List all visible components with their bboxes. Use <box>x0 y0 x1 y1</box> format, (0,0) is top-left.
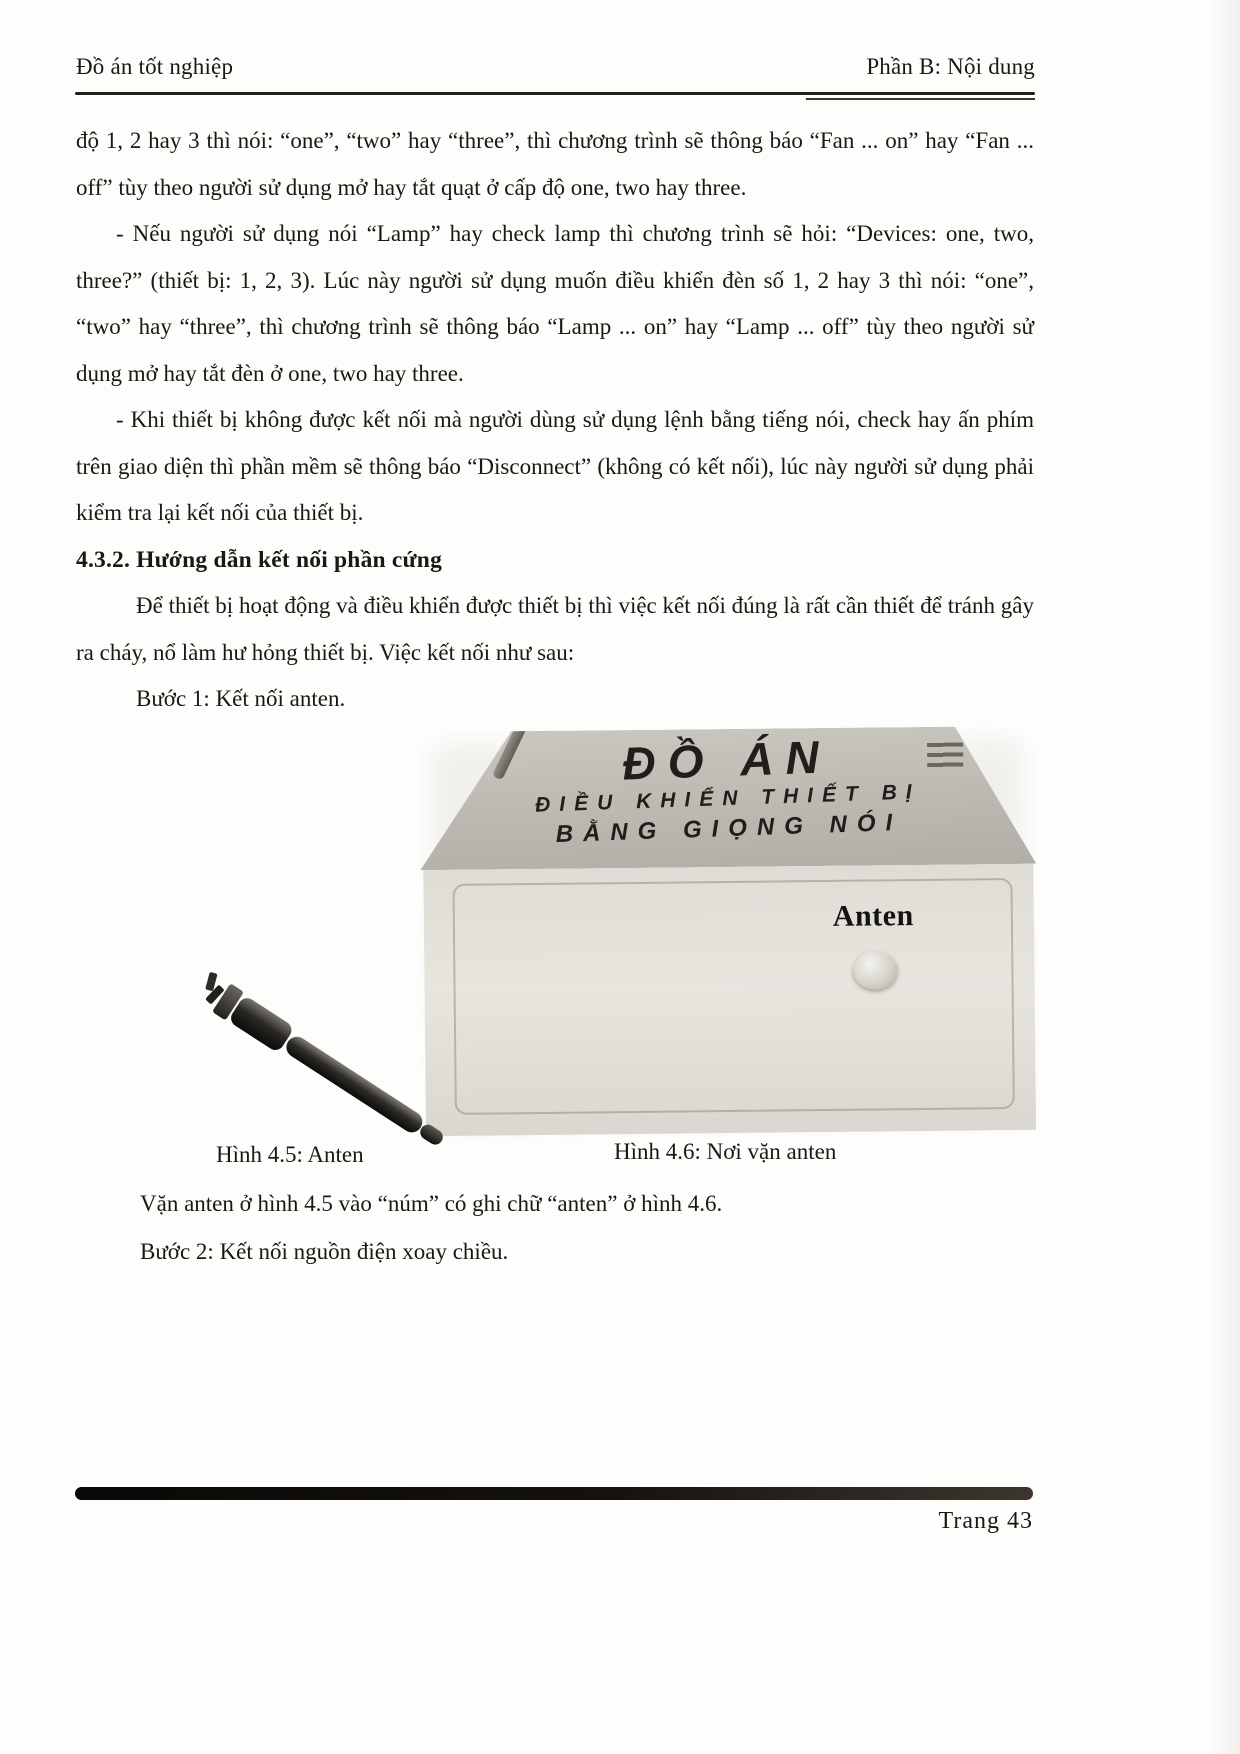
header-rule <box>75 92 1035 95</box>
antenna <box>193 971 451 1155</box>
paragraph-disconnect: - Khi thiết bị không được kết nối mà người dùng sử dụng lệnh bằng tiếng nói, check hay ấn phím trên giao diện thì phần mềm sẽ thông báo “Disconnect” (không có kết nối), lúc này người sử dụng phải kiểm tra lại kết nối của thiết bị. <box>76 407 1034 525</box>
header-right-title: Phần B: Nội dung <box>866 54 1035 79</box>
paragraph-fan: độ 1, 2 hay 3 thì nói: “one”, “two” hay “three”, thì chương trình sẽ thông báo “Fan ... on” hay “Fan ... off” tùy theo người sử dụng mở hay tắt quạt ở cấp độ one, two hay three. <box>76 128 1034 200</box>
device-face-outline <box>452 878 1014 1115</box>
caption-figure-4-5: Hình 4.5: Anten <box>216 1142 364 1167</box>
anten-label: Anten <box>832 899 914 933</box>
figure-4-6-device-photo <box>419 726 1039 1139</box>
paragraph-attach: Vặn anten ở hình 4.5 vào “núm” có ghi chữ “anten” ở hình 4.6. <box>140 1191 723 1216</box>
page-number: Trang 43 <box>938 1508 1033 1534</box>
paragraph-setup: Để thiết bị hoạt động và điều khiển được thiết bị thì việc kết nối đúng là rất cần thiết để tránh gây ra cháy, nổ làm hư hỏng thiết bị. Việc kết nối như sau: <box>76 593 1034 665</box>
step-1-line: Bước 1: Kết nối anten. <box>136 686 346 711</box>
device-title-line1: ĐỒ ÁN <box>621 730 832 790</box>
device-title-line3: BẰNG GIỌNG NÓI <box>555 808 903 849</box>
caption-figure-4-6: Hình 4.6: Nơi vặn anten <box>614 1139 837 1164</box>
footer-bar <box>75 1487 1033 1500</box>
body-text <box>76 118 1034 723</box>
section-heading: 4.3.2. Hướng dẫn kết nối phần cứng <box>76 546 443 573</box>
device-title-line2: ĐIỀU KHIỂN THIẾT BỊ <box>534 780 922 817</box>
header-rule-secondary <box>806 98 1035 100</box>
post-figure-text <box>140 1180 1020 1276</box>
antenna-body <box>228 994 295 1053</box>
header-left-title: Đồ án tốt nghiệp <box>76 54 234 79</box>
figure-4-5-antenna-image <box>188 942 448 1152</box>
antenna-rod <box>283 1032 427 1136</box>
paragraph-lamp: - Nếu người sử dụng nói “Lamp” hay check lamp thì chương trình sẽ hỏi: “Devices: one, two, three?” (thiết bị: 1, 2, 3). Lúc này người sử dụng muốn điều khiển đèn số 1, 2 hay 3 thì nói: “one”, “two” hay “three”, thì chương trình sẽ thông báo “Lamp ... on” hay “Lamp ... off” tùy theo người sử dụng mở hay tắt đèn ở one, two hay three. <box>76 221 1034 386</box>
photo-scribble-mark <box>927 743 963 769</box>
page-header <box>76 54 1035 80</box>
step-2-line: Bước 2: Kết nối nguồn điện xoay chiều. <box>140 1239 509 1264</box>
